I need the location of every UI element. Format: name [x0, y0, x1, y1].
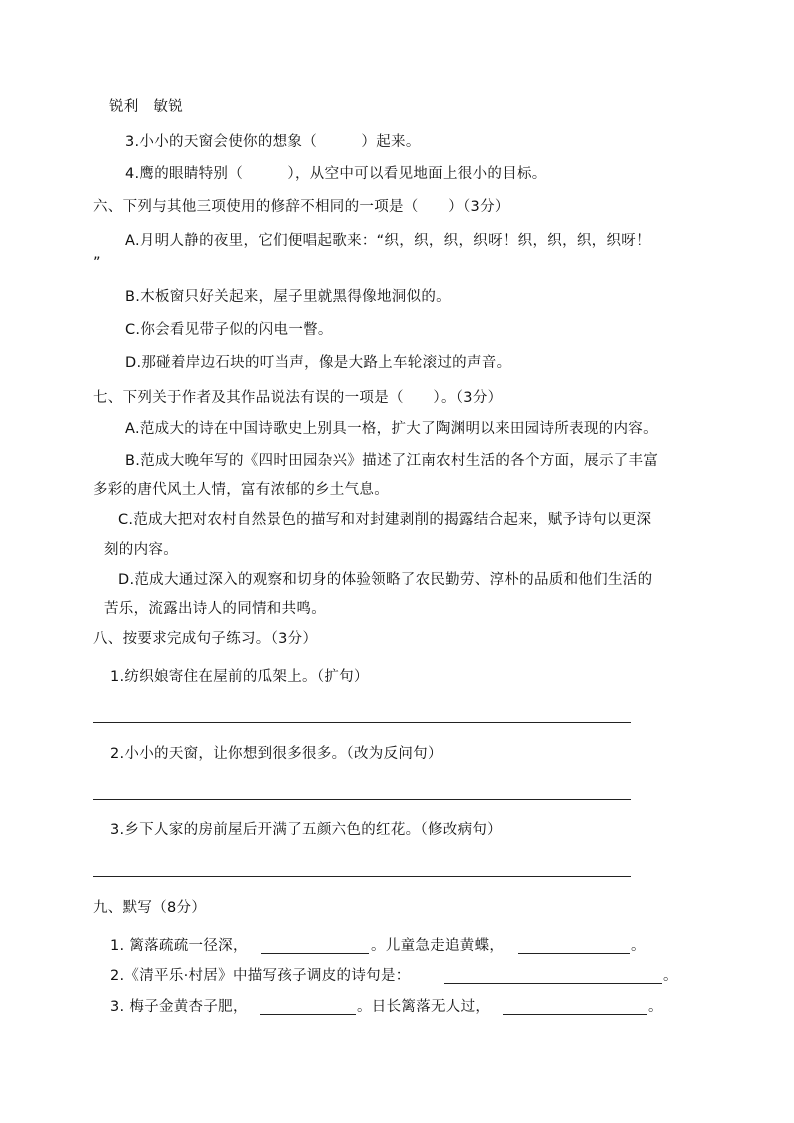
s7-option-c-continuation: 刻的内容。 [104, 542, 178, 558]
s8-heading: 八、按要求完成句子练习。（3分） [93, 631, 318, 647]
s7-option-d: D.范成大通过深入的观察和切身的体验领略了农民勤劳、淳朴的品质和他们生活的 [118, 572, 653, 588]
s9-question-2-part-a: 2.《清平乐·村居》中描写孩子调皮的诗句是： [110, 968, 411, 984]
s6-option-a: A.月明人静的夜里，它们便唱起歌来：“织，织，织，织呀！织，织，织，织呀！ [125, 233, 651, 249]
s9-blank-4[interactable] [260, 1014, 356, 1015]
s6-option-b: B.木板窗只好关起来，屋子里就黑得像地洞似的。 [125, 289, 451, 305]
s7-option-b: B.范成大晚年写的《四时田园杂兴》描述了江南农村生活的各个方面，展示了丰富 [125, 453, 659, 469]
s8-answer-line-1[interactable] [93, 722, 631, 723]
s9-question-1-part-a: 1. 篱落疏疏一径深， [110, 938, 248, 954]
s8-question-3: 3.乡下人家的房前屋后开满了五颜六色的红花。（修改病句） [110, 822, 502, 838]
s7-option-c: C.范成大把对农村自然景色的描写和对封建剥削的揭露结合起来，赋予诗句以更深 [118, 512, 652, 528]
s6-option-a-continuation: ” [93, 255, 101, 271]
s5-question-3: 3.小小的天窗会使你的想象（ ）起来。 [125, 134, 421, 150]
s9-heading: 九、默写（8分） [93, 900, 207, 916]
s7-option-b-continuation: 多彩的唐代风土人情，富有浓郁的乡土气息。 [93, 482, 389, 498]
s7-heading: 七、下列关于作者及其作品说法有误的一项是（ ）。（3分） [93, 390, 503, 406]
s9-question-3-part-b: 。日长篱落无人过， [357, 999, 491, 1015]
s8-question-2: 2.小小的天窗，让你想到很多很多。（改为反问句） [110, 746, 443, 762]
s9-question-2-end: 。 [663, 968, 678, 984]
s9-question-3-end: 。 [648, 999, 663, 1015]
s8-answer-line-3[interactable] [93, 876, 631, 877]
s9-blank-3[interactable] [444, 983, 662, 984]
s9-blank-1[interactable] [261, 953, 369, 954]
s6-option-c: C.你会看见带子似的闪电一瞥。 [125, 322, 333, 338]
s6-heading: 六、下列与其他三项使用的修辞不相同的一项是（ ）（3分） [93, 199, 510, 215]
s7-option-d-continuation: 苦乐，流露出诗人的同情和共鸣。 [104, 601, 326, 617]
s9-question-1-part-b: 。儿童急走追黄蝶， [371, 938, 505, 954]
s9-question-1-end: 。 [631, 938, 646, 954]
s5-question-4: 4.鹰的眼睛特别（ ），从空中可以看见地面上很小的目标。 [125, 166, 547, 182]
s7-option-a: A.范成大的诗在中国诗歌史上别具一格，扩大了陶渊明以来田园诗所表现的内容。 [125, 421, 658, 437]
s8-answer-line-2[interactable] [93, 799, 631, 800]
s8-question-1: 1.纺织娘寄住在屋前的瓜架上。（扩句） [110, 669, 369, 685]
s9-blank-2[interactable] [518, 953, 630, 954]
s9-blank-5[interactable] [503, 1014, 647, 1015]
s9-question-3-part-a: 3. 梅子金黄杏子肥， [110, 999, 248, 1015]
s6-option-d: D.那碰着岸边石块的叮当声，像是大路上车轮滚过的声音。 [125, 355, 512, 371]
word-options: 锐利 敏锐 [109, 99, 183, 115]
